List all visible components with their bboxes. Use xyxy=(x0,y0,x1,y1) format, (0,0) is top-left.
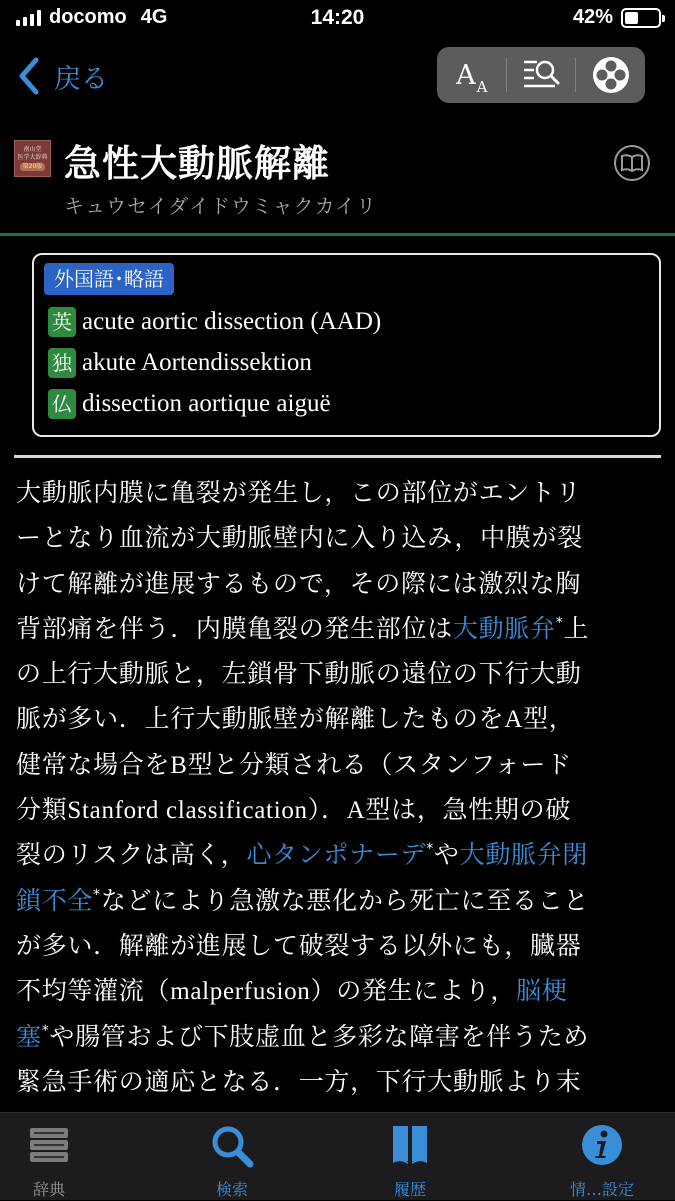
article-line xyxy=(16,470,661,515)
foreign-term-row xyxy=(48,307,381,337)
chevron-left-icon xyxy=(14,54,44,98)
dictionary-cover-icon: 南山堂 医学大辞典 第20版 xyxy=(14,140,51,177)
latin-text: malperfusion xyxy=(170,978,311,1006)
body-text: けて解離が進展するもので，その際には激烈な胸 xyxy=(16,568,581,598)
cross-reference-link[interactable]: 大動脈弁 xyxy=(452,613,556,643)
latin-text: B xyxy=(170,751,188,779)
foreign-term-row xyxy=(48,348,312,378)
article-line xyxy=(16,1014,661,1059)
article-line xyxy=(16,561,661,606)
body-text: 脈が多い．上行大動脈壁が解離したものを xyxy=(16,704,505,734)
article-line xyxy=(16,878,661,923)
font-size-button[interactable] xyxy=(437,47,506,103)
body-text: 型と分類される（スタンフォード xyxy=(187,749,572,779)
status-bar xyxy=(0,0,675,38)
tab-history[interactable] xyxy=(350,1113,470,1201)
article-line xyxy=(16,832,661,877)
tab-bar xyxy=(0,1112,675,1200)
history-book-icon xyxy=(390,1123,430,1165)
tab-label: 情…設定 xyxy=(569,1180,634,1199)
body-text: 健常な場合を xyxy=(16,749,171,779)
foreign-term-row xyxy=(48,389,331,419)
body-text: 型は，急性期の破 xyxy=(365,795,572,825)
body-text: が多い．解離が進展して破裂する以外にも，臓器 xyxy=(16,930,582,960)
settings-button[interactable] xyxy=(576,47,645,103)
foreign-terms-header: 外国語･略語 xyxy=(44,263,174,295)
toolbar-group xyxy=(437,47,645,103)
language-badge: 独 xyxy=(48,348,76,378)
tab-label: 検索 xyxy=(215,1180,248,1199)
open-book-icon xyxy=(620,154,644,172)
back-label: 戻る xyxy=(54,63,108,95)
language-badge: 仏 xyxy=(48,389,76,419)
dictionary-stack-icon xyxy=(28,1123,70,1165)
search-document-icon xyxy=(521,57,561,93)
reference-asterisk: * xyxy=(426,841,434,858)
back-button[interactable] xyxy=(14,54,108,98)
carrier-name: docomo xyxy=(49,6,127,28)
search-icon xyxy=(209,1123,255,1169)
tab-label: 辞典 xyxy=(32,1180,65,1199)
title-divider xyxy=(0,233,675,236)
body-text: ーとなり血流が大動脈壁内に入り込み，中膜が裂 xyxy=(16,523,583,553)
body-text: 上 xyxy=(563,613,590,643)
latin-text: Stanford classification xyxy=(67,797,308,825)
article-line xyxy=(16,923,661,968)
info-icon xyxy=(580,1123,624,1167)
battery-level xyxy=(625,12,638,24)
language-badge: 英 xyxy=(48,307,76,337)
entry-header xyxy=(0,116,675,234)
foreign-terms-box xyxy=(32,253,661,437)
navigation-bar xyxy=(0,40,675,116)
latin-text: A xyxy=(346,797,366,825)
cross-reference-link[interactable]: 鎖不全 xyxy=(16,885,94,915)
section-divider xyxy=(14,455,661,458)
article-line xyxy=(16,606,661,651)
battery-icon xyxy=(621,8,661,28)
reference-asterisk: * xyxy=(555,614,564,631)
body-text: 分類 xyxy=(16,795,68,825)
body-text: 大動脈内膜に亀裂が発生し，この部位がエントリ xyxy=(16,478,582,507)
body-text: 裂のリスクは高く， xyxy=(16,840,247,870)
reference-asterisk: * xyxy=(93,886,101,903)
article-line xyxy=(16,515,661,560)
body-text: や腸管および下肢虚血と多彩な障害を伴うため xyxy=(49,1021,590,1051)
body-text: 型， xyxy=(523,704,575,734)
article-line xyxy=(16,787,661,832)
tab-dictionary[interactable] xyxy=(0,1113,109,1201)
body-text: の上行大動脈と，左鎖骨下動脈の遠位の下行大動 xyxy=(16,659,582,689)
tab-search[interactable] xyxy=(172,1113,292,1201)
article-line xyxy=(16,1059,661,1104)
body-text: ）の発生により， xyxy=(310,976,517,1006)
search-in-page-button[interactable] xyxy=(507,47,576,103)
tab-label: 履歴 xyxy=(393,1180,426,1199)
cross-reference-link[interactable]: 塞 xyxy=(16,1021,42,1051)
body-text: 不均等灌流（ xyxy=(16,976,171,1006)
font-size-icon: AA xyxy=(456,59,488,96)
body-text: 緊急手術の適応となる．一方，下行大動脈より末 xyxy=(16,1066,582,1096)
foreign-term: akute Aortendissektion xyxy=(82,349,312,376)
article-body xyxy=(16,470,661,1110)
foreign-term: acute aortic dissection (AAD) xyxy=(82,308,382,335)
reference-asterisk: * xyxy=(41,1022,50,1039)
body-text: ）． xyxy=(307,795,347,825)
open-book-button[interactable] xyxy=(614,145,650,181)
cross-reference-link[interactable]: 大動脈弁閉 xyxy=(459,840,589,870)
status-time: 14:20 xyxy=(310,6,365,29)
body-text: 背部痛を伴う．内膜亀裂の発生部位は xyxy=(16,613,453,643)
article-line xyxy=(16,696,661,741)
entry-reading: キュウセイダイドウミャクカイリ xyxy=(64,194,377,218)
tab-info-settings[interactable] xyxy=(542,1113,662,1201)
settings-dots-icon xyxy=(591,55,631,95)
latin-text: A xyxy=(504,706,524,734)
cross-reference-link[interactable]: 心タンポナーデ xyxy=(246,840,427,870)
body-text: や xyxy=(433,840,460,870)
foreign-term: dissection aortique aiguë xyxy=(82,390,331,417)
cross-reference-link[interactable]: 脳梗 xyxy=(516,976,568,1006)
article-line xyxy=(16,742,661,787)
body-text: などにより急激な悪化から死亡に至ること xyxy=(100,885,590,915)
article-line xyxy=(16,968,661,1013)
entry-title: 急性大動脈解離 xyxy=(64,142,330,185)
article-line xyxy=(16,651,661,696)
network-type: 4G xyxy=(140,6,168,28)
battery-percent: 42% xyxy=(572,6,613,28)
